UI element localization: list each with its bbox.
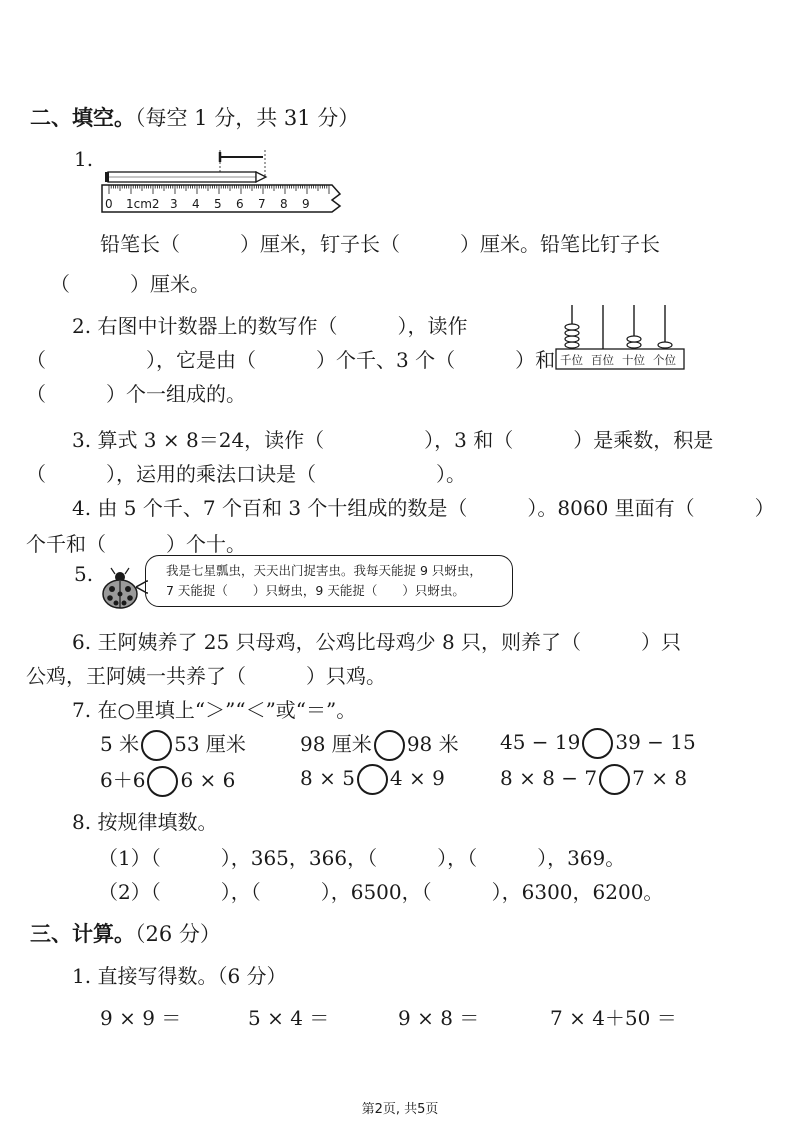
q3-line1: 3. 算式 3 × 8＝24，读作（ ），3 和（ ）是乘数，积是: [72, 428, 714, 452]
abacus-bead: [658, 342, 672, 348]
calc-item: 9 × 8 ＝: [398, 1006, 480, 1030]
section3-note: （26 分）: [135, 922, 221, 946]
ruler-label: 3: [170, 197, 178, 211]
q6-line2: 公鸡，王阿姨一共养了（ ）只鸡。: [26, 664, 386, 688]
compare-circle[interactable]: [141, 730, 172, 761]
abacus-bead: [627, 342, 641, 348]
abacus-bead: [565, 342, 579, 348]
ruler-pencil-figure: [100, 148, 350, 218]
compare-circle[interactable]: [374, 730, 405, 761]
q4-line1: 4. 由 5 个千、7 个百和 3 个十组成的数是（ ）。8060 里面有（ ）: [72, 496, 775, 520]
compare-circle[interactable]: [599, 764, 630, 795]
q5-number: 5.: [74, 562, 94, 586]
abacus-bead: [627, 336, 641, 342]
ruler-label: 5: [214, 197, 222, 211]
q2-line3: （ ）个一组成的。: [26, 382, 246, 406]
pencil-icon: [105, 172, 266, 182]
compare-circle[interactable]: [357, 764, 388, 795]
compare-item: 8 × 8 − 7 7 × 8: [500, 764, 687, 795]
s3-q1-title: 1. 直接写得数。（6 分）: [72, 964, 287, 988]
abacus-label: 十位: [622, 353, 645, 367]
calc-item: 7 × 4＋50 ＝: [550, 1006, 677, 1030]
abacus-bead: [565, 324, 579, 330]
ruler-label: 1cm2: [126, 197, 160, 211]
q7-title: 7. 在○里填上“＞”“＜”或“＝”。: [72, 698, 357, 722]
q3-line2: （ ），运用的乘法口诀是（ ）。: [26, 462, 466, 486]
compare-circle[interactable]: [147, 766, 178, 797]
compare-item: 6＋6 6 × 6: [100, 764, 235, 797]
abacus-label: 个位: [653, 353, 676, 367]
q8-title: 8. 按规律填数。: [72, 810, 218, 834]
bubble-line2: 7 天能捉（ ）只蚜虫，9 天能捉（ ）只蚜虫。: [166, 583, 465, 598]
ruler-label: 9: [302, 197, 310, 211]
abacus-label: 千位: [560, 353, 583, 367]
compare-item: 8 × 5 4 × 9: [300, 764, 445, 795]
ruler-label: 6: [236, 197, 244, 211]
compare-circle[interactable]: [582, 728, 613, 759]
section3-title: 三、计算。: [30, 921, 135, 946]
compare-item: 5 米 53 厘米: [100, 728, 246, 761]
section2-heading: [30, 102, 359, 132]
ruler-label: 0: [105, 197, 113, 211]
calc-item: 9 × 9 ＝: [100, 1006, 182, 1030]
q2-line1: 2. 右图中计数器上的数写作（ ），读作: [72, 314, 468, 338]
section3-heading: [30, 918, 221, 948]
q4-line2: 个千和（ ）个十。: [26, 532, 246, 556]
section2-title: 二、填空。: [30, 105, 135, 130]
q8-line1: （1）（ ），365，366，（ ），（ ），369。: [98, 846, 626, 870]
section2-note: （每空 1 分，共 31 分）: [135, 106, 360, 130]
page-footer: 第2页, 共5页: [361, 1102, 439, 1117]
calc-item: 5 × 4 ＝: [248, 1006, 330, 1030]
abacus-label: 百位: [591, 353, 614, 367]
ruler-label: 8: [280, 197, 288, 211]
compare-item: 98 厘米 98 米: [300, 728, 459, 761]
ruler-label: 4: [192, 197, 200, 211]
abacus-bead: [565, 336, 579, 342]
abacus-bead: [565, 330, 579, 336]
q2-line2: （ ），它是由（ ）个千、3 个（ ）和: [26, 348, 556, 372]
speech-bubble: [145, 555, 513, 607]
abacus-figure: [555, 303, 687, 373]
compare-item: 45 − 19 39 − 15: [500, 728, 696, 759]
q6-line1: 6. 王阿姨养了 25 只母鸡，公鸡比母鸡少 8 只，则养了（ ）只: [72, 630, 682, 654]
q8-line2: （2）（ ），（ ），6500，（ ），6300，6200。: [98, 880, 664, 904]
q1-line1: 铅笔长（ ）厘米，钉子长（ ）厘米。铅笔比钉子长: [100, 232, 660, 256]
q1-line2: （ ）厘米。: [50, 272, 210, 296]
ruler-label: 7: [258, 197, 266, 211]
q1-number: 1.: [74, 147, 94, 171]
bubble-line1: 我是七星瓢虫，天天出门捉害虫。我每天能捉 9 只蚜虫，: [166, 563, 482, 578]
